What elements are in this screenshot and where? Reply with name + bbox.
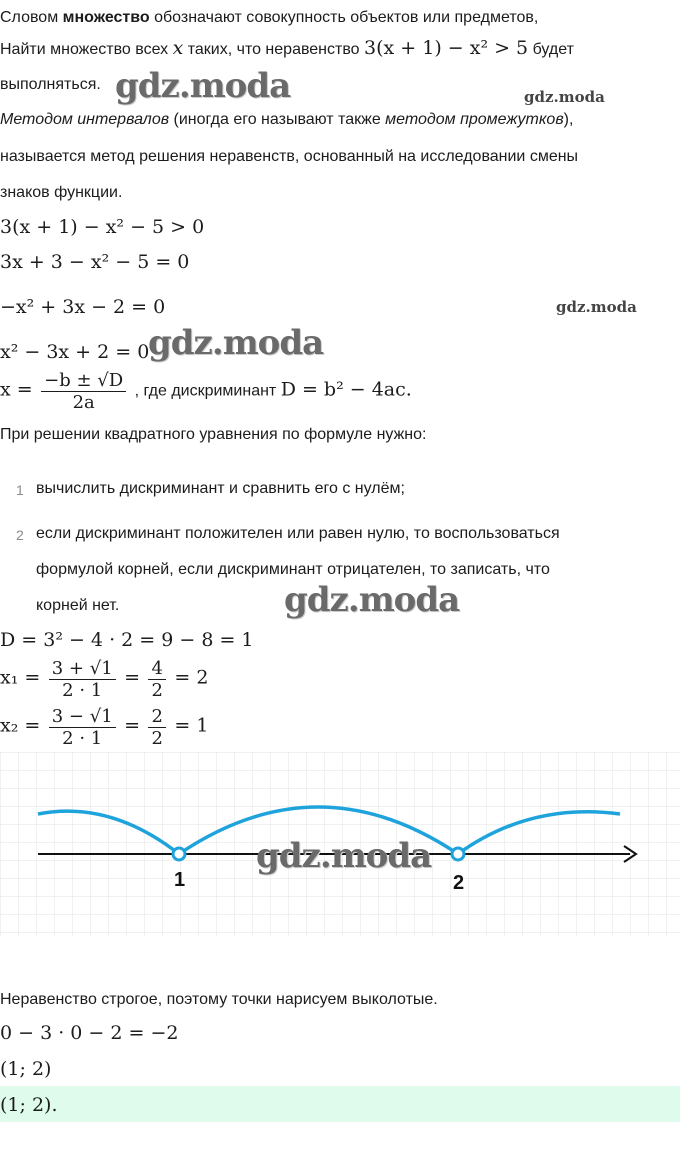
point-2-label: 2 xyxy=(453,872,465,894)
equation-2: 3x + 3 − x² − 5 = 0 xyxy=(0,251,190,273)
discriminant-calc: D = 3² − 4 · 2 = 9 − 8 = 1 xyxy=(0,629,254,651)
x1-numerator: 3 + √1 xyxy=(49,658,116,680)
formula-discriminant: D = b² − 4ac. xyxy=(280,378,412,401)
equation-1: 3(x + 1) − x² − 5 > 0 xyxy=(0,216,205,238)
formula-fraction xyxy=(41,370,126,413)
intro-find: Найти множество всех xyxy=(0,41,173,58)
formula-denominator: 2a xyxy=(72,392,95,413)
intro-line-1 xyxy=(0,8,538,28)
watermark: gdz.moda xyxy=(256,836,432,876)
method-line-2: называется метод решения неравенств, основанный на исследовании смены xyxy=(0,148,579,165)
method-paren-prefix: (иногда его называют также xyxy=(169,111,386,128)
x1-equals: = xyxy=(124,666,141,689)
method-alt-name: методом промежутков xyxy=(385,111,564,128)
step-2-number: 2 xyxy=(16,527,24,543)
intro-mid: таких, что неравенство xyxy=(183,41,365,58)
x2-equals: = xyxy=(124,714,141,737)
formula-numerator: −b ± √D xyxy=(41,370,126,392)
root-x2 xyxy=(0,706,208,752)
x2-fraction xyxy=(49,706,116,749)
solution-interval: (1; 2) xyxy=(0,1058,52,1080)
watermark: gdz.moda xyxy=(148,323,324,363)
watermark: gdz.moda xyxy=(524,88,605,106)
inequality: 3(x + 1) − x² > 5 xyxy=(364,37,529,59)
x1-denominator: 2 · 1 xyxy=(62,680,103,701)
root-x1 xyxy=(0,658,208,701)
x2-fraction-simplified xyxy=(148,706,165,749)
open-point-1 xyxy=(173,848,185,860)
x1-fraction xyxy=(49,658,116,701)
x1-result: = 2 xyxy=(174,666,209,689)
x1-numerator-2: 4 xyxy=(148,658,165,680)
watermark: gdz.moda xyxy=(115,66,291,106)
step-2-line-3: корней нет. xyxy=(36,597,120,614)
point-1-label: 1 xyxy=(174,869,186,891)
x2-numerator: 3 − √1 xyxy=(49,706,116,728)
method-line-3: знаков функции. xyxy=(0,184,123,201)
x2-numerator-2: 2 xyxy=(148,706,165,728)
step-2-line-1: если дискриминант положителен или равен нулю, то воспользоваться xyxy=(36,525,560,542)
method-paren-suffix: ), xyxy=(563,111,574,128)
formula-text: , где дискриминант xyxy=(134,382,281,400)
intro-prefix: Словом xyxy=(0,9,63,26)
watermark: gdz.moda xyxy=(556,298,637,316)
strict-note: Неравенство строгое, поэтому точки нарисуем выколотые. xyxy=(0,991,438,1008)
x1-denominator-2: 2 xyxy=(151,680,163,701)
intro-line-2 xyxy=(0,38,574,60)
intro-suffix: будет xyxy=(528,41,574,58)
quadratic-formula xyxy=(0,370,412,416)
watermark: gdz.moda xyxy=(284,580,460,620)
step-1-number: 1 xyxy=(16,482,24,498)
x2-lhs: x₂ = xyxy=(0,714,41,737)
answer-highlight xyxy=(0,1086,680,1122)
variable-x: x xyxy=(172,37,184,59)
x2-denominator-2: 2 xyxy=(151,728,163,749)
formula-lhs: x = xyxy=(0,378,33,401)
x1-lhs: x₁ = xyxy=(0,666,41,689)
step-2-line-2: формулой корней, если дискриминант отрицателен, то записать, что xyxy=(36,561,550,578)
x1-fraction-simplified xyxy=(148,658,165,701)
method-line-1 xyxy=(0,110,573,130)
sign-check: 0 − 3 · 0 − 2 = −2 xyxy=(0,1022,179,1044)
x2-denominator: 2 · 1 xyxy=(62,728,103,749)
x2-result: = 1 xyxy=(174,714,209,737)
step-1-text: вычислить дискриминант и сравнить его с нулём; xyxy=(36,480,405,497)
equation-4: x² − 3x + 2 = 0 xyxy=(0,341,150,363)
equation-3: −x² + 3x − 2 = 0 xyxy=(0,296,166,318)
intro-line-3: выполняться. xyxy=(0,76,101,93)
intro-rest: обозначают совокупность объектов или предметов, xyxy=(149,9,539,26)
quadratic-intro: При решении квадратного уравнения по формуле нужно: xyxy=(0,426,427,443)
answer: (1; 2). xyxy=(0,1094,58,1116)
method-name: Методом интервалов xyxy=(0,111,170,128)
open-point-2 xyxy=(452,848,464,860)
term-set: множество xyxy=(62,9,150,26)
